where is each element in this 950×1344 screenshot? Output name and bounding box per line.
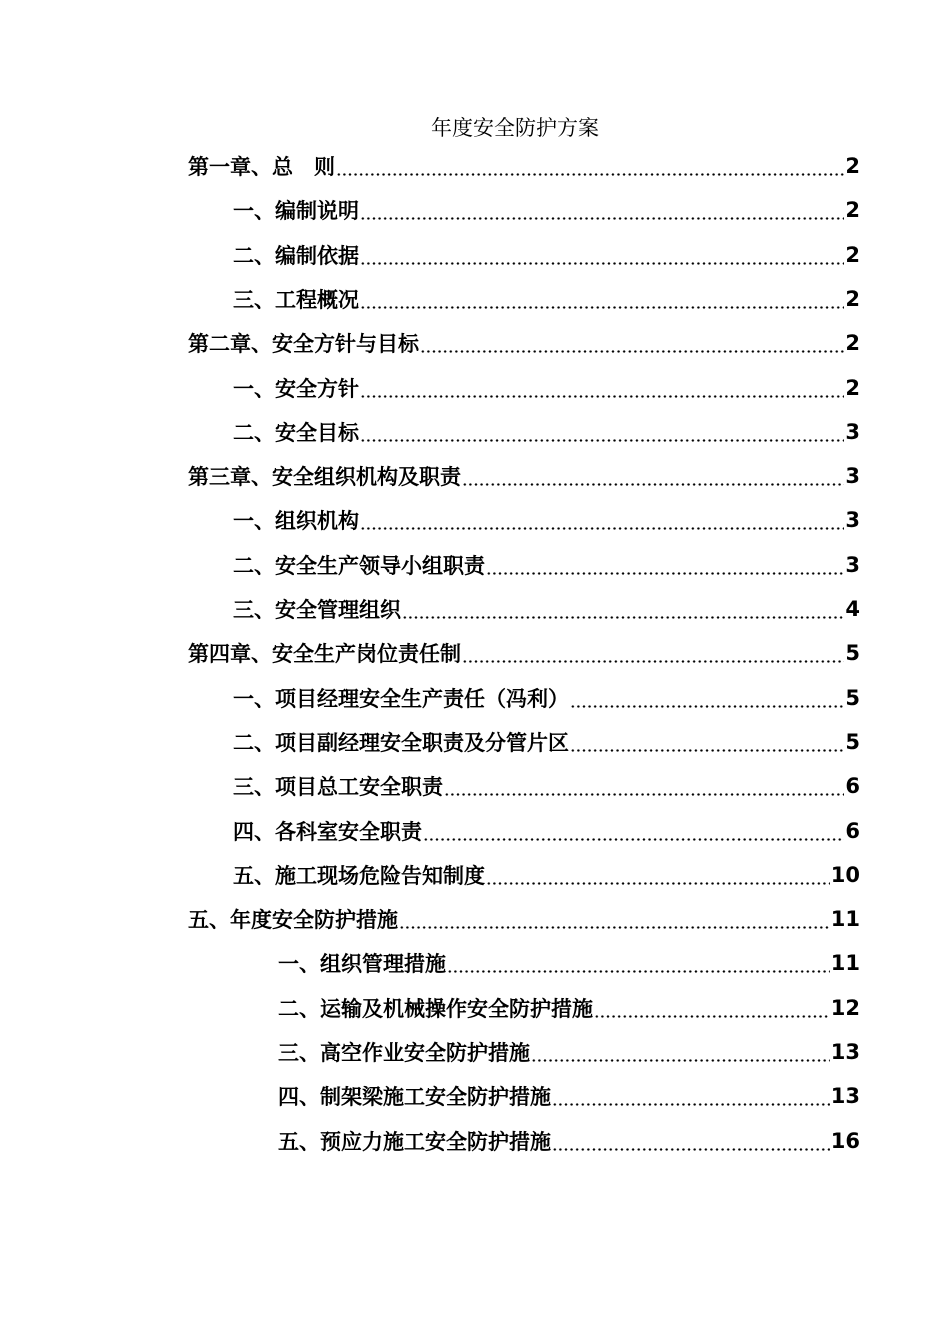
toc-entry[interactable] — [188, 454, 860, 498]
toc-entry[interactable] — [233, 366, 860, 410]
toc-entry[interactable] — [278, 1030, 860, 1074]
toc-entry-label: 一、安全方针 — [233, 377, 359, 401]
toc-entry-label: 四、制架梁施工安全防护措施 — [278, 1085, 551, 1109]
toc-entry[interactable] — [233, 676, 860, 720]
toc-dot-leader — [360, 217, 844, 220]
toc-entry-page-number: 3 — [845, 464, 860, 488]
toc-entry-page-number: 5 — [845, 686, 860, 710]
document-title: 年度安全防护方案 — [431, 116, 599, 140]
toc-dot-leader — [570, 705, 844, 708]
toc-dot-leader — [420, 350, 844, 353]
toc-entry-page-number: 13 — [830, 1084, 860, 1108]
toc-dot-leader — [552, 1148, 830, 1151]
toc-dot-leader — [486, 572, 844, 575]
toc-entry-label: 五、预应力施工安全防护措施 — [278, 1130, 551, 1154]
toc-entry-label: 第三章、安全组织机构及职责 — [188, 465, 461, 489]
toc-entry-page-number: 5 — [845, 641, 860, 665]
toc-dot-leader — [336, 173, 844, 176]
toc-entry[interactable] — [278, 1074, 860, 1118]
toc-entry-page-number: 12 — [830, 996, 860, 1020]
toc-entry-page-number: 5 — [845, 730, 860, 754]
toc-entry-label: 二、编制依据 — [233, 244, 359, 268]
toc-entry[interactable] — [188, 144, 860, 188]
toc-entry-page-number: 6 — [845, 774, 860, 798]
toc-dot-leader — [360, 306, 844, 309]
toc-entry[interactable] — [188, 321, 860, 365]
toc-entry-label: 五、年度安全防护措施 — [188, 908, 398, 932]
toc-entry-page-number: 2 — [845, 154, 860, 178]
toc-entry-page-number: 11 — [830, 951, 860, 975]
toc-entry-label: 第二章、安全方针与目标 — [188, 332, 419, 356]
toc-entry-label: 一、编制说明 — [233, 199, 359, 223]
toc-dot-leader — [486, 882, 830, 885]
toc-entry-page-number: 2 — [845, 198, 860, 222]
toc-dot-leader — [360, 439, 844, 442]
toc-entry-page-number: 13 — [830, 1040, 860, 1064]
toc-entry-label: 二、安全生产领导小组职责 — [233, 554, 485, 578]
toc-dot-leader — [399, 926, 830, 929]
toc-entry-label: 二、安全目标 — [233, 421, 359, 445]
toc-entry[interactable] — [278, 986, 860, 1030]
toc-entry-page-number: 16 — [830, 1129, 860, 1153]
toc-dot-leader — [570, 749, 844, 752]
toc-entry-label: 五、施工现场危险告知制度 — [233, 864, 485, 888]
toc-entry[interactable] — [233, 809, 860, 853]
toc-entry-label: 第四章、安全生产岗位责任制 — [188, 642, 461, 666]
toc-entry-label: 第一章、总 则 — [188, 155, 335, 179]
toc-entry-page-number: 2 — [845, 243, 860, 267]
toc-entry[interactable] — [278, 1119, 860, 1163]
toc-entry[interactable] — [233, 277, 860, 321]
toc-entry-label: 三、项目总工安全职责 — [233, 775, 443, 799]
toc-entry-page-number: 3 — [845, 420, 860, 444]
toc-dot-leader — [531, 1059, 830, 1062]
toc-dot-leader — [360, 262, 844, 265]
toc-entry[interactable] — [233, 587, 860, 631]
toc-entry-page-number: 11 — [830, 907, 860, 931]
toc-entry-label: 三、工程概况 — [233, 288, 359, 312]
toc-entry-page-number: 2 — [845, 331, 860, 355]
toc-entry[interactable] — [233, 543, 860, 587]
toc-entry-label: 二、项目副经理安全职责及分管片区 — [233, 731, 569, 755]
toc-dot-leader — [360, 527, 844, 530]
toc-entry-label: 一、组织管理措施 — [278, 952, 446, 976]
toc-entry-page-number: 10 — [830, 863, 860, 887]
toc-entry-page-number: 2 — [845, 287, 860, 311]
toc-entry-label: 三、安全管理组织 — [233, 598, 401, 622]
toc-entry[interactable] — [233, 498, 860, 542]
toc-entry-label: 一、项目经理安全生产责任（冯利） — [233, 687, 569, 711]
toc-entry-page-number: 3 — [845, 553, 860, 577]
toc-dot-leader — [462, 483, 844, 486]
toc-entry-label: 一、组织机构 — [233, 509, 359, 533]
toc-entry-page-number: 2 — [845, 376, 860, 400]
toc-entry-page-number: 3 — [845, 508, 860, 532]
toc-entry[interactable] — [233, 720, 860, 764]
toc-entry-label: 三、高空作业安全防护措施 — [278, 1041, 530, 1065]
toc-entry-label: 二、运输及机械操作安全防护措施 — [278, 997, 593, 1021]
toc-entry-page-number: 6 — [845, 819, 860, 843]
toc-entry[interactable] — [188, 631, 860, 675]
toc-entry-label: 四、各科室安全职责 — [233, 820, 422, 844]
toc-entry[interactable] — [233, 764, 860, 808]
toc-dot-leader — [360, 395, 844, 398]
toc-dot-leader — [462, 660, 844, 663]
toc-entry[interactable] — [233, 410, 860, 454]
toc-dot-leader — [552, 1103, 830, 1106]
toc-entry[interactable] — [188, 897, 860, 941]
toc-dot-leader — [423, 838, 844, 841]
toc-dot-leader — [402, 616, 844, 619]
toc-entry[interactable] — [233, 188, 860, 232]
toc-dot-leader — [447, 970, 830, 973]
toc-entry-page-number: 4 — [845, 597, 860, 621]
toc-entry[interactable] — [233, 233, 860, 277]
toc-dot-leader — [594, 1015, 830, 1018]
toc-dot-leader — [444, 793, 844, 796]
toc-entry[interactable] — [233, 853, 860, 897]
toc-entry[interactable] — [278, 941, 860, 985]
